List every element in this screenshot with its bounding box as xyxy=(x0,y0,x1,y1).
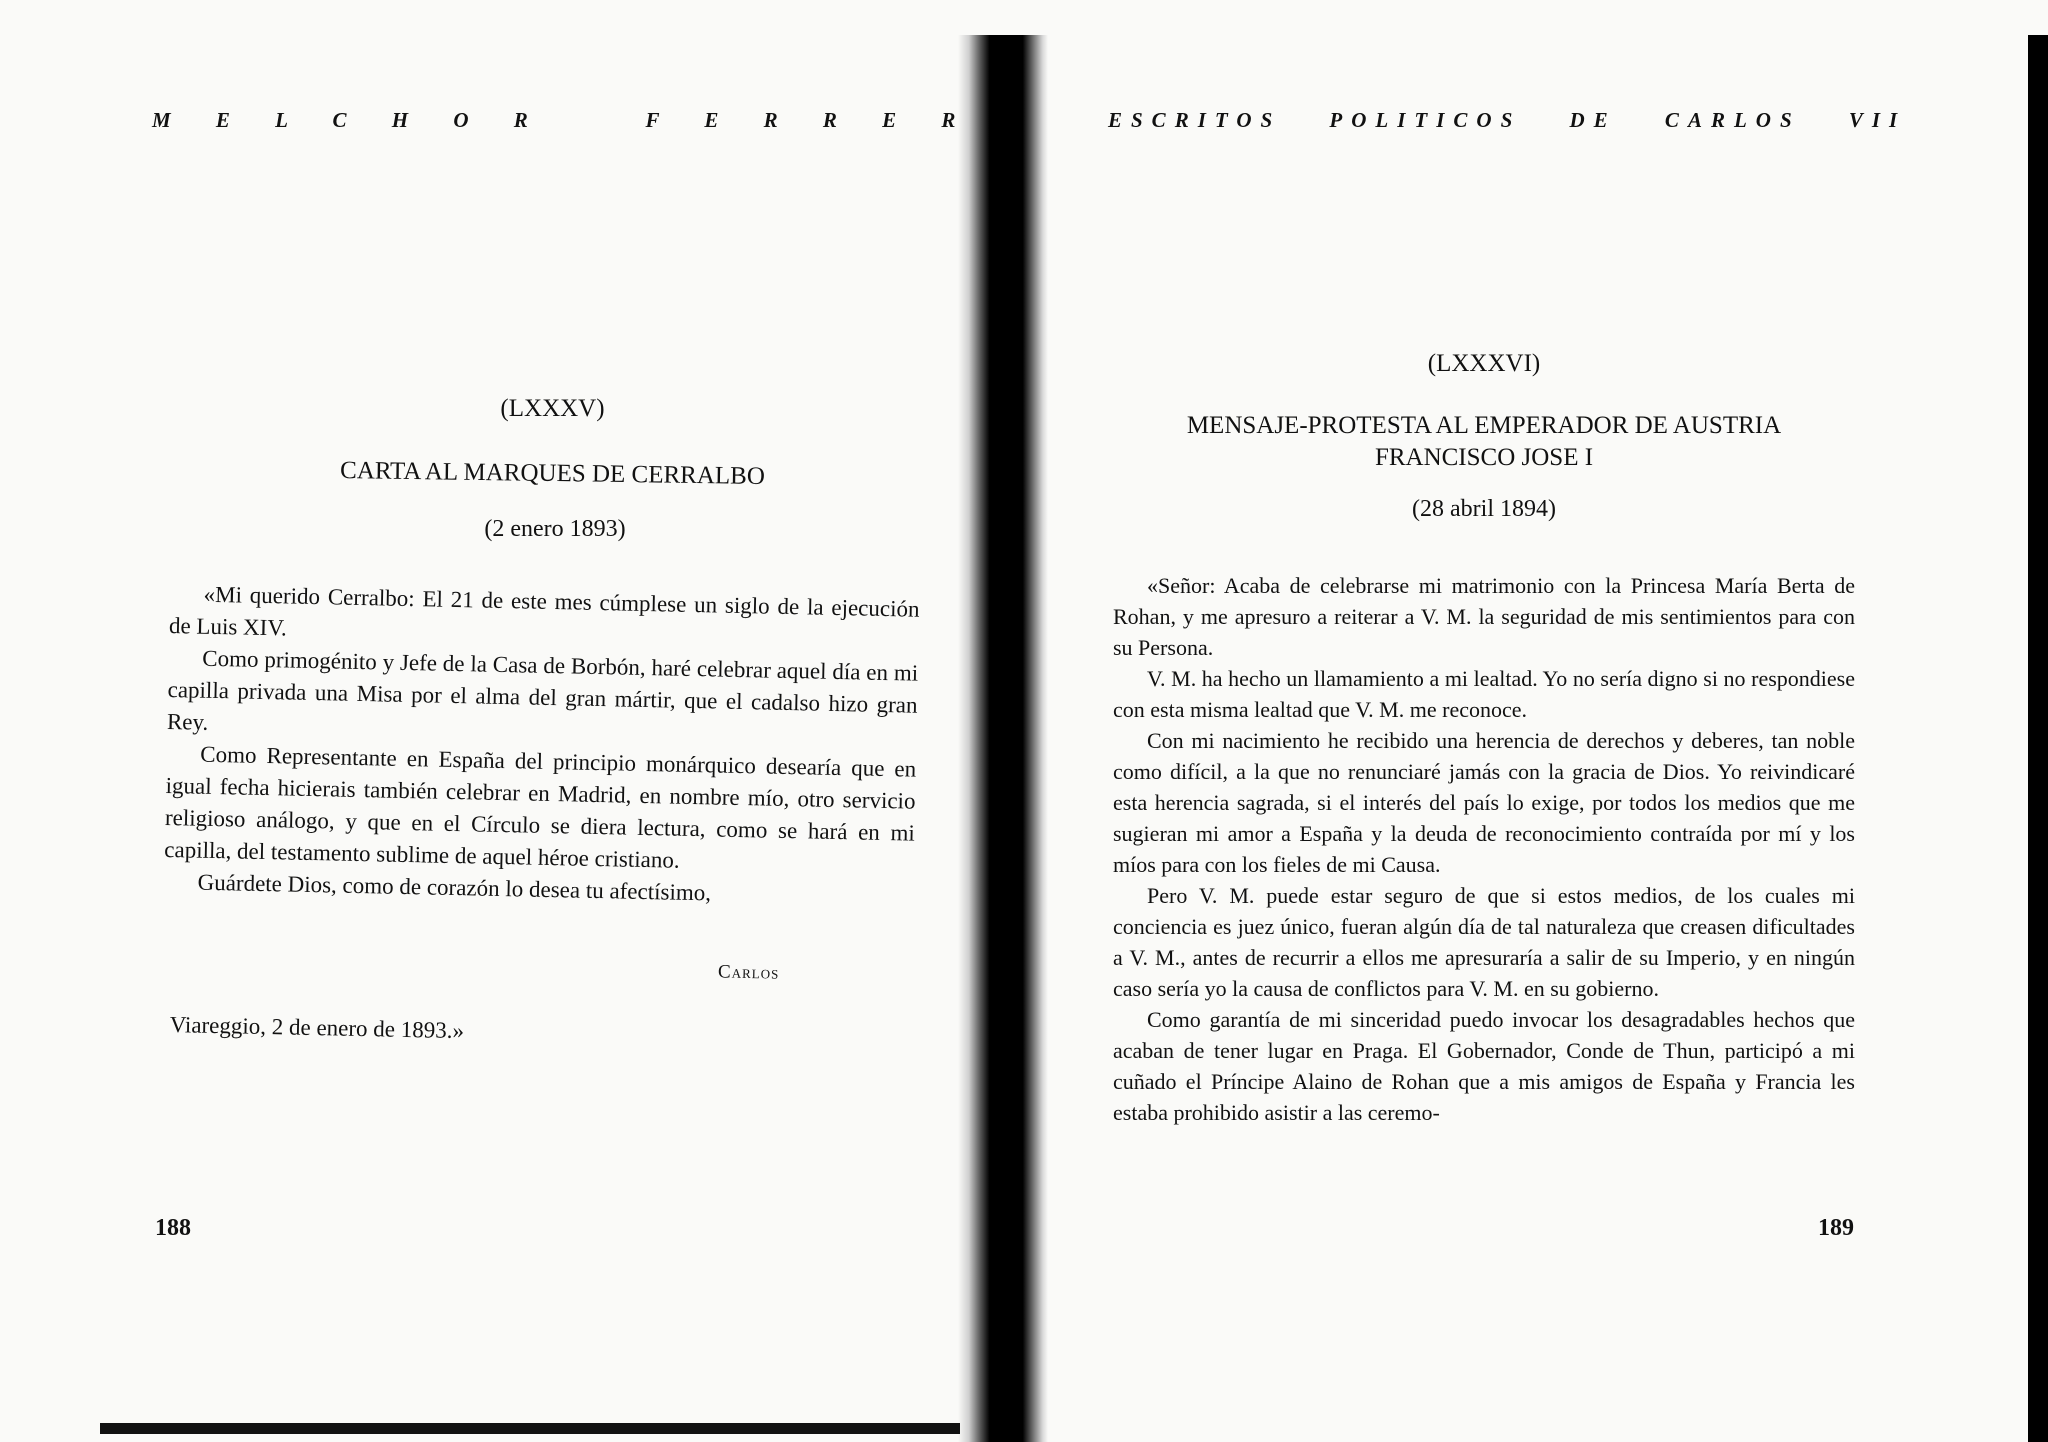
signature: Carlos xyxy=(717,961,780,984)
running-header: M E L C H O R F E R R E R xyxy=(152,108,965,132)
document-title: MENSAJE-PROTESTA AL EMPERADOR DE AUSTRIA xyxy=(1186,412,1782,439)
paragraph: «Mi querido Cerralbo: El 21 de este mes cúmplese un siglo de la ejecución de Luis XIV. xyxy=(168,581,920,641)
paragraph: Pero V. M. puede estar seguro de que si estos medios, de los cuales mi conciencia es juez único, fueran algún día de tal naturaleza que creasen dificultades a V. M., antes de recurrir a ellos me apresuraría a salir de su Imperio, y en ningún caso sería yo la causa de conflictos para V. M. en su gobierno. xyxy=(1113,883,1855,1001)
letter-body xyxy=(163,578,920,914)
document-numeral: (LXXXV) xyxy=(500,395,605,422)
running-header: ESCRITOS POLITICOS DE CARLOS VII xyxy=(1108,108,1907,132)
place-and-date: Viareggio, 2 de enero de 1893.» xyxy=(169,1012,465,1044)
left-page xyxy=(0,0,980,1442)
document-numeral: (LXXXVI) xyxy=(1427,350,1541,377)
page-number: 189 xyxy=(1818,1215,1854,1241)
paragraph: V. M. ha hecho un llamamiento a mi lealtad. Yo no sería digno si no respondiese con esta misma lealtad que V. M. me reconoce. xyxy=(1113,666,1855,722)
document-title: CARTA AL MARQUES DE CERRALBO xyxy=(339,457,766,490)
document-date: (28 abril 1894) xyxy=(1412,496,1556,522)
page-number: 188 xyxy=(155,1215,191,1241)
paragraph: Con mi nacimiento he recibido una herencia de derechos y deberes, tan noble como difícil, a la que no renunciaré jamás con la gracia de Dios. Yo reivindicaré esta herencia sagrada, si el interés del país lo exige, por todos los medios que me sugieran mi amor a España y la deuda de reconocimiento contraída por mí y los míos para con los fieles de mi Causa. xyxy=(1113,728,1855,877)
paragraph: Como primogénito y Jefe de la Casa de Borbón, haré celebrar aquel día en mi capilla privada una Misa por el alma del gran mártir, que el cadalso hizo gran Rey. xyxy=(166,645,919,735)
paragraph: Guárdete Dios, como de corazón lo desea tu afectísimo, xyxy=(197,869,712,906)
paragraph: Como Representante en España del principio monárquico desearía que en igual fecha hicierais también celebrar en Madrid, en nombre mío, otro servicio religioso análogo, y que en el Círculo se diera lectura, como se hará en mi capilla, del testamento sublime de aquel héroe cristiano. xyxy=(164,741,917,873)
paragraph: Como garantía de mi sinceridad puedo invocar los desagradables hechos que acaban de tener lugar en Praga. El Gobernador, Conde de Thun, participó a mi cuñado el Príncipe Alaino de Rohan que a mis amigos de España y Francia les estaba prohibido asistir a las ceremo- xyxy=(1113,1007,1855,1125)
document-title-line-2: FRANCISCO JOSE I xyxy=(1374,444,1594,471)
paragraph: «Señor: Acaba de celebrarse mi matrimonio con la Princesa María Berta de Rohan, y me apresuro a reiterar a V. M. la seguridad de mis sentimientos para con su Persona. xyxy=(1113,573,1855,660)
message-body xyxy=(1113,570,1855,1128)
document-date: (2 enero 1893) xyxy=(484,516,626,542)
